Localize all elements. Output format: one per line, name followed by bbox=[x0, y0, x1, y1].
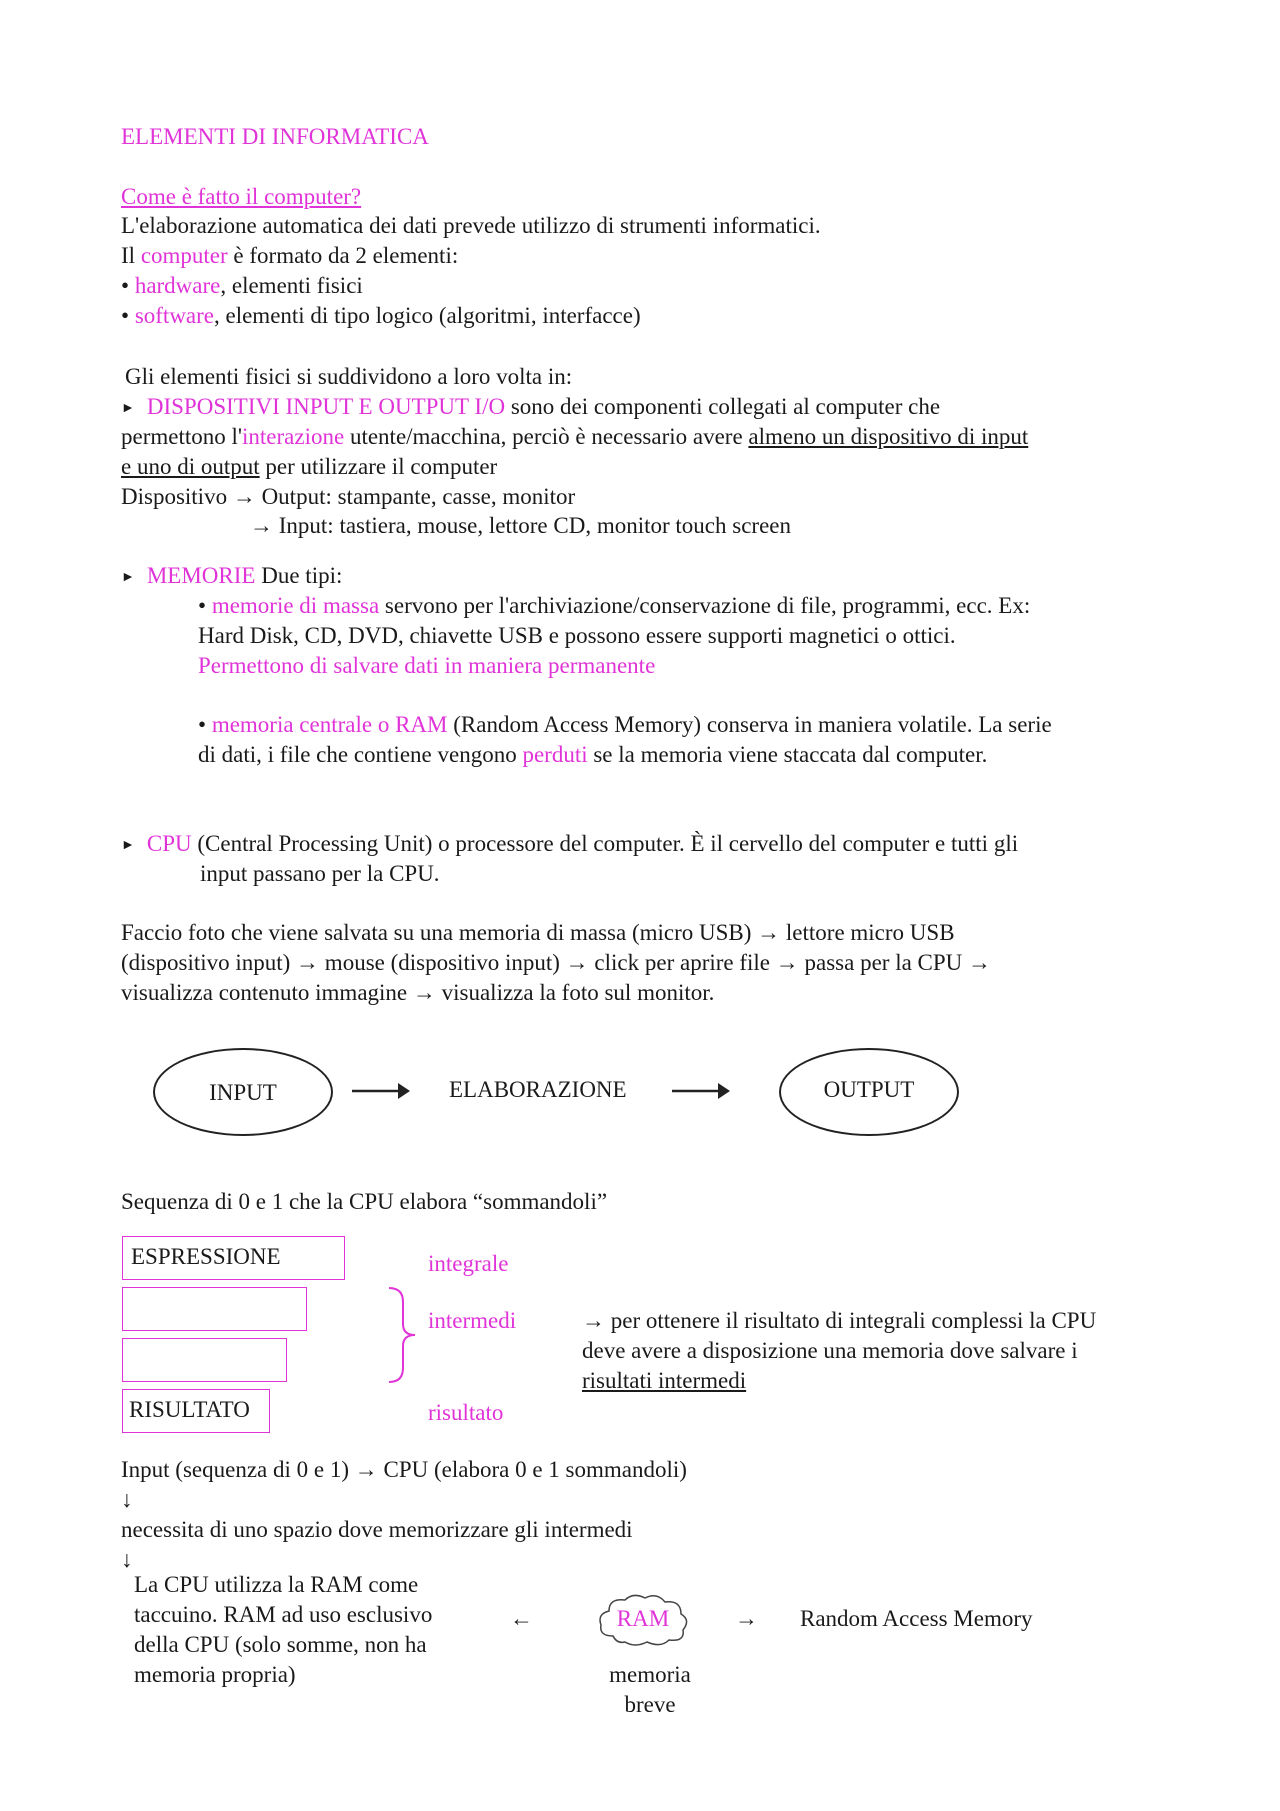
note-line: La CPU utilizza la RAM come bbox=[134, 1572, 419, 1597]
note-line: memoria propria) bbox=[134, 1662, 296, 1687]
paragraph-line: Faccio foto che viene salvata su una memoria di massa (micro USB) → lettore micro USB bbox=[121, 920, 955, 945]
intermediate-box bbox=[122, 1338, 287, 1382]
note-line: della CPU (solo somme, non ha bbox=[134, 1632, 427, 1657]
breve-label: breve bbox=[624, 1692, 676, 1717]
paragraph-line: permettono l'interazione utente/macchina, perciò è necessario avere almeno un dispositivo di input bbox=[121, 424, 1029, 449]
paragraph-line: Input (sequenza di 0 e 1) → CPU (elabora 0 e 1 sommandoli) bbox=[121, 1457, 687, 1482]
paragraph-line: (dispositivo input) → mouse (dispositivo input) → click per aprire file → passa per la CPU → bbox=[121, 950, 992, 975]
bullet-hardware: • hardware, elementi fisici bbox=[121, 273, 363, 298]
note-line: taccuino. RAM ad uso esclusivo bbox=[134, 1602, 433, 1627]
triangle-bullet-icon: ► bbox=[121, 838, 135, 853]
paragraph-line: Hard Disk, CD, DVD, chiavette USB e possono essere supporti magnetici o ottici. bbox=[198, 623, 956, 648]
triangle-bullet-icon: ► bbox=[121, 570, 135, 585]
memoria-label: memoria bbox=[609, 1662, 691, 1687]
ram-cloud-label: RAM bbox=[616, 1606, 670, 1631]
left-arrow-icon: ← bbox=[510, 1606, 533, 1631]
ram-expansion: Random Access Memory bbox=[800, 1606, 1033, 1631]
page-title: ELEMENTI DI INFORMATICA bbox=[121, 124, 429, 149]
label-integrale: integrale bbox=[428, 1251, 509, 1276]
bullet-software: • software, elementi di tipo logico (algoritmi, interfacce) bbox=[121, 303, 641, 328]
right-arrow-icon bbox=[672, 1078, 732, 1104]
paragraph-line: e uno di output per utilizzare il computer bbox=[121, 454, 498, 479]
triangle-bullet-icon: ► bbox=[121, 401, 135, 416]
flow-input-label: INPUT bbox=[209, 1080, 277, 1105]
cpu-item: ► CPU (Central Processing Unit) o processore del computer. È il cervello del computer e tutti gli bbox=[121, 831, 1019, 856]
memorie-item: ► MEMORIE Due tipi: bbox=[121, 563, 343, 588]
curly-brace-icon bbox=[385, 1286, 425, 1384]
label-intermedi: intermedi bbox=[428, 1308, 517, 1333]
note-line: → per ottenere il risultato di integrali complessi la CPU bbox=[582, 1308, 1097, 1333]
device-input-line: → Input: tastiera, mouse, lettore CD, monitor touch screen bbox=[250, 513, 792, 538]
espressione-label: ESPRESSIONE bbox=[131, 1244, 281, 1269]
paragraph-line: input passano per la CPU. bbox=[200, 861, 440, 886]
note-line: risultati intermedi bbox=[582, 1368, 747, 1393]
paragraph-line: di dati, i file che contiene vengono perduti se la memoria viene staccata dal computer. bbox=[198, 742, 988, 767]
paragraph-line: necessita di uno spazio dove memorizzare gli intermedi bbox=[121, 1517, 633, 1542]
down-arrow-icon: ↓ bbox=[121, 1547, 133, 1572]
label-risultato: risultato bbox=[428, 1400, 504, 1425]
flow-elaborazione-label: ELABORAZIONE bbox=[449, 1077, 627, 1102]
paragraph-line: Il computer è formato da 2 elementi: bbox=[121, 243, 459, 268]
paragraph-line: Permettono di salvare dati in maniera permanente bbox=[198, 653, 656, 678]
flow-output-label: OUTPUT bbox=[823, 1077, 915, 1102]
paragraph-line: Gli elementi fisici si suddividono a loro volta in: bbox=[125, 364, 573, 389]
paragraph-line: visualizza contenuto immagine → visualizza la foto sul monitor. bbox=[121, 980, 715, 1005]
right-arrow-icon bbox=[352, 1078, 412, 1104]
section-heading: Come è fatto il computer? bbox=[121, 184, 362, 209]
down-arrow-icon: ↓ bbox=[121, 1487, 133, 1512]
risultato-label: RISULTATO bbox=[129, 1397, 250, 1422]
paragraph-line: Sequenza di 0 e 1 che la CPU elabora “sommandoli” bbox=[121, 1189, 608, 1214]
note-line: deve avere a disposizione una memoria dove salvare i bbox=[582, 1338, 1078, 1363]
io-item: ► DISPOSITIVI INPUT E OUTPUT I/O sono dei componenti collegati al computer che bbox=[121, 394, 941, 419]
paragraph-line: • memoria centrale o RAM (Random Access Memory) conserva in maniera volatile. La serie bbox=[198, 712, 1052, 737]
intermediate-box bbox=[122, 1287, 307, 1331]
right-arrow-icon: → bbox=[735, 1606, 758, 1631]
device-output-line: Dispositivo → Output: stampante, casse, monitor bbox=[121, 484, 576, 509]
paragraph-line: • memorie di massa servono per l'archiviazione/conservazione di file, programmi, ecc. Ex: bbox=[198, 593, 1031, 618]
paragraph-line: L'elaborazione automatica dei dati prevede utilizzo di strumenti informatici. bbox=[121, 213, 821, 238]
